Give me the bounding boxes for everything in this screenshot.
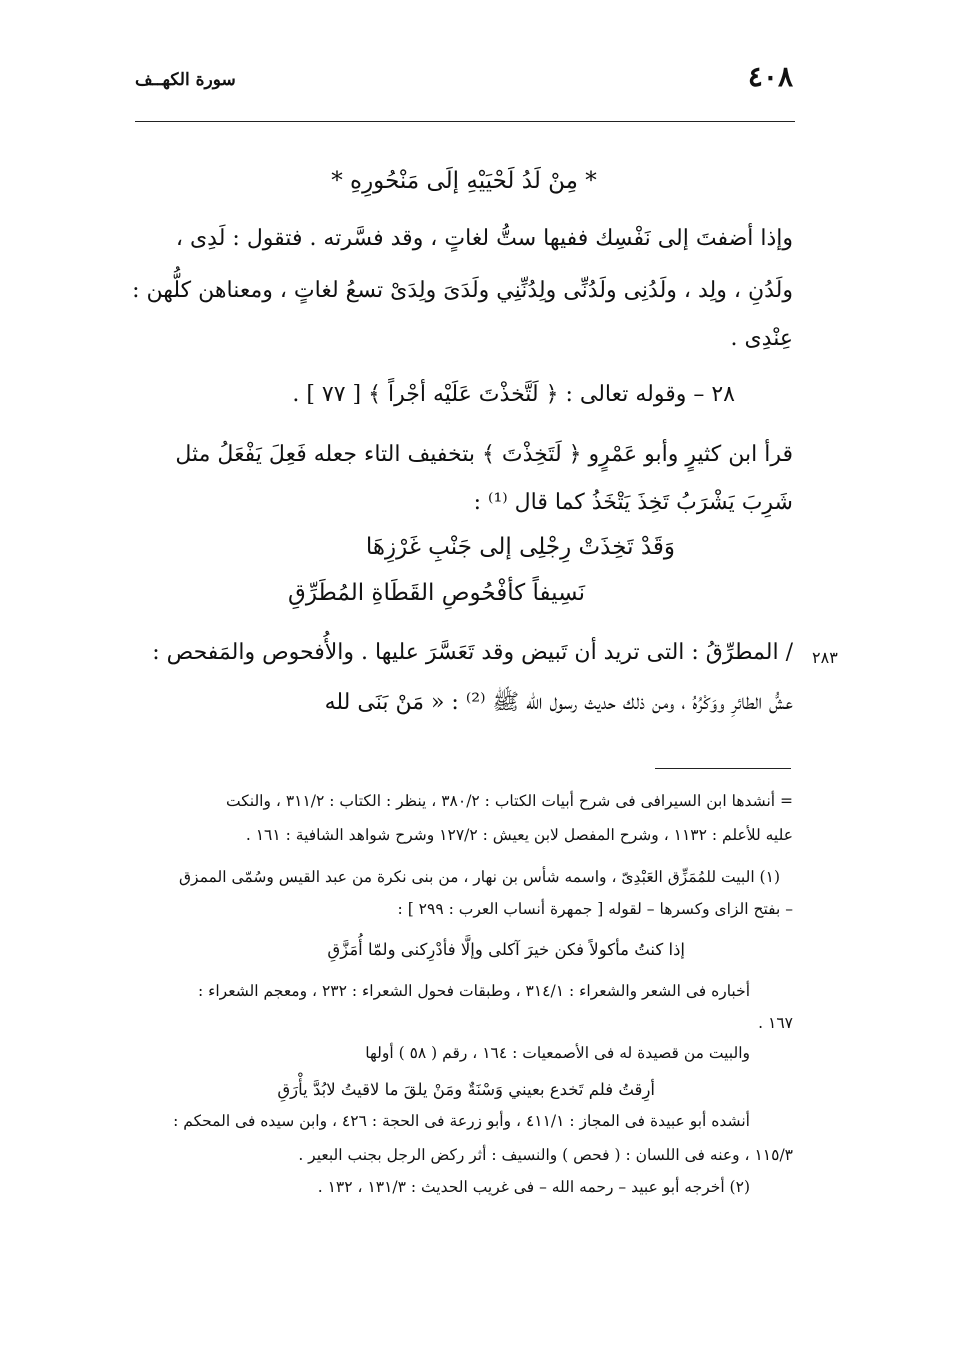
footnote-line: = أنشدها ابن السيرافى فى شرح أبيات الكتاب : ٣٨٠/٢ ، ينظر : الكتاب : ٣١١/٢ ، والنكت [226,792,793,810]
body-line: قرأ ابن كثيرٍ وأبو عَمْرٍو ﴿ لَتَخِذْتَ ﴾ بتخفيف التاء جعله فَعِلَ يَفْعَلُ مثل [175,442,793,467]
body-line: شَرِبَ يَشْرَبُ تَخِذَ يَتْخَذُ كما قال ⁽¹⁾ : [473,490,793,515]
footnote-line: عليه للأعلم : ١١٣٢ ، وشرح المفصل لابن يعيش : ١٢٧/٢ وشرح شواهد الشافية : ١٦١ . [245,826,793,844]
poetry-line: نَسِيفاً كأفْحُوصِ القَطَاةِ المُطَرِّقِ [288,580,585,606]
footnote-poetry: أرِقتُ فلم تَخدع بعيني وَسْنَةٌ ومَنْ يلقَ ما لاقيتُ لابُدَّ يأْرَقِ [277,1080,655,1099]
body-line: / المطرِّقُ : التى تريد أن تَبيض وقد تَعَسَّرَ عليها . والأُفحوص والمَفحص : [152,640,793,665]
footnote-line: أخباره فى الشعر والشعراء : ٣١٤/١ ، وطبقات فحول الشعراء : ٢٣٢ ، ومعجم الشعراء : [197,982,750,1000]
footnote-line: ١٦٧ . [758,1014,793,1032]
chapter-title: سورة الكهــف [135,70,236,90]
quran-verse-heading: ٢٨ – وقوله تعالى : ﴿ لَتَّخذْتَ عَلَيْه أجْراً ﴾ [ ٧٧ ] . [292,382,735,407]
body-line: عشُّ الطائرِ ووَكْرُهُ ، ومن ذلك حديث رسول الله ﷺ ⁽²⁾ : « مَنْ بَنَى لله [324,690,793,715]
footnote-line: أنشده أبو عبيدة فى المجاز : ٤١١/١ ، وأبو زرعة فى الحجة : ٤٢٦ ، وابن سيده فى المحكم : [173,1112,750,1130]
footnote-line: ١١٥/٣ ، وعنه فى اللسان : ( فحص ) والنسيف : أثر ركض الرجل بجنب البعير . [298,1146,793,1164]
body-line: عِنْدِى . [730,326,793,351]
body-line: ولَدُنِ ، ولِد ، ولَدُنِى ولَدُنِّى ولِدُنِّنِي ولَدَىَ ولِدَىْ تسعُ لغاتٍ ، ومعناهن كلُّهن : [132,278,793,303]
poetry-line: وَقَدْ تَخِذَتْ رِجْلِى إلى جَنْبِ غَرْزِهَا [365,534,675,560]
footnote-line: (٢) أخرجه أبو عبيد – رحمه الله – فى غريب الحديث : ١٣١/٣ ، ١٣٢ . [317,1178,750,1196]
footnote-line: – بفتح الزاى وكسرها – لقوله [ جمهرة أنساب العرب : ٢٩٩ ] : [397,900,793,918]
header-divider [135,121,795,122]
footnote-line: (١) البيت للمُمَزِّق العَبْدِىّ ، واسمه شأس بن نهار ، من بنى نكرة من عبد القيس وسُمّى الممزق [179,868,780,886]
footnote-divider [655,768,791,769]
margin-page-reference: ٢٨٣ [812,648,838,667]
page-number: ٤٠٨ [747,60,793,93]
verse-fragment: * مِنْ لَدُ لَحْيَيْهِ إلَى مَنْحُورِهِ * [331,168,597,194]
body-line: وإذا أضفتَ إلى نَفْسِك ففيها ستُّ لغاتٍ ، وقد فسَّرته . فتقول : لَدِى ، [175,226,793,251]
footnote-poetry: إذا كنتُ مأكولاً فكن خيرَ آكلى وإلَّا فأدْرِكنى ولمّا أُمَزَّقِ [327,940,685,959]
page-header [135,60,793,104]
footnote-line: والبيت من قصيدة له فى الأصمعيات : ١٦٤ ، رقم ( ٥٨ ) أولها [365,1044,750,1062]
